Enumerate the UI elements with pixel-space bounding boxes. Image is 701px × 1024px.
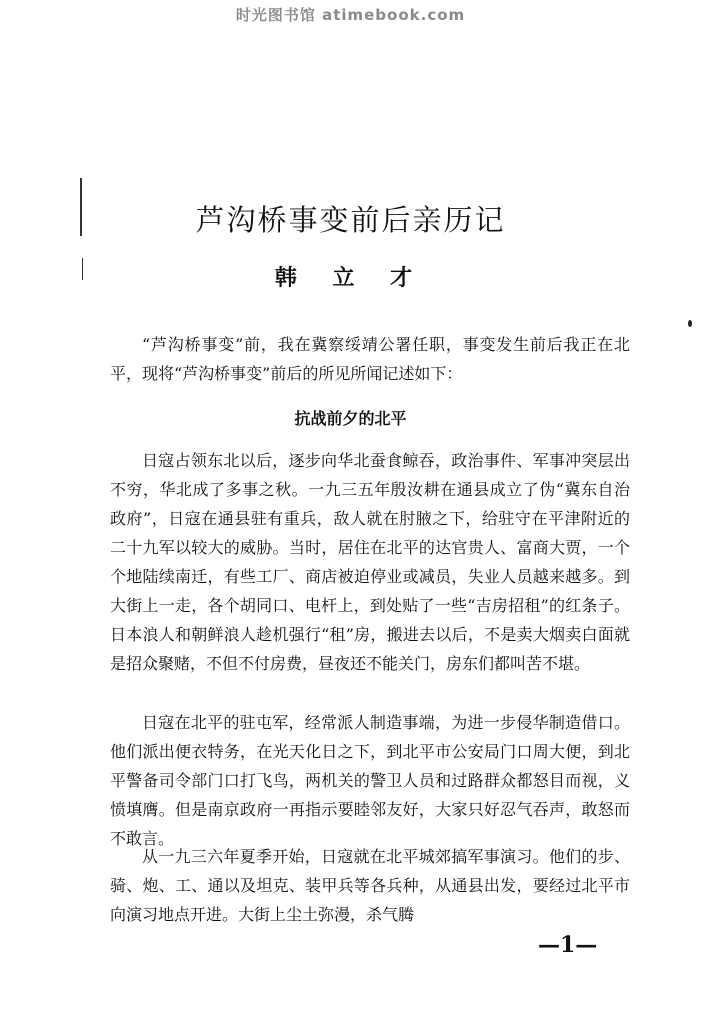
paragraph-3: 从一九三六年夏季开始，日寇就在北平城郊搞军事演习。他们的步、骑、炮、工、通以及坦克、装甲兵等各兵种，从通县出发，要经过北平市向演习地点开进。大街上尘土弥漫，杀气腾 xyxy=(110,847,630,924)
ink-speck xyxy=(688,320,692,327)
author-name: 韩 立 才 xyxy=(274,265,427,291)
paragraph-2: 日寇在北平的驻屯军，经常派人制造事端，为进一步侵华制造借口。他们派出便衣特务，在光天化日之下，到北平市公安局门口周大便，到北平警备司令部门口打飞鸟，两机关的警卫人员和过路群众都怒目而视，义愤填膺。但是南京政府一再指示要睦邻友好，大家只好忍气吞声，敢怒而不敢言。 xyxy=(110,713,630,848)
watermark-text: 时光图书馆 atimebook.com xyxy=(235,6,466,24)
paragraph-1: 日寇占领东北以后，逐步向华北蚕食鲸吞，政治事件、军事冲突层出不穷，华北成了多事之秋。一九三五年殷汝耕在通县成立了伪“冀东自治政府”，日寇在通县驻有重兵，敌人就在肘腋之下，给驻守在平津附近的二十九军以较大的威胁。当时，居住在北平的达官贵人、富商大贾，一个个地陆续南迁，有些工厂、商店被迫停业或减员，失业人员越来越多。到大街上一走，各个胡同口、电杆上，到处贴了一些“吉房招租”的红条子。日本浪人和朝鲜浪人趁机强行“租”房，搬进去以后，不是卖大烟卖白面就是招众聚赌，不但不付房费，昼夜还不能关门，房东们都叫苦不堪。 xyxy=(110,451,630,673)
page-number: —1— xyxy=(538,932,598,958)
page-title: 芦沟桥事变前后亲历记 xyxy=(195,203,506,237)
section-heading: 抗战前夕的北平 xyxy=(294,409,407,428)
intro-paragraph: “芦沟桥事变”前，我在冀察绥靖公署任职，事变发生前后我正在北平，现将“芦沟桥事变”前后的所见所闻记述如下： xyxy=(110,335,630,383)
